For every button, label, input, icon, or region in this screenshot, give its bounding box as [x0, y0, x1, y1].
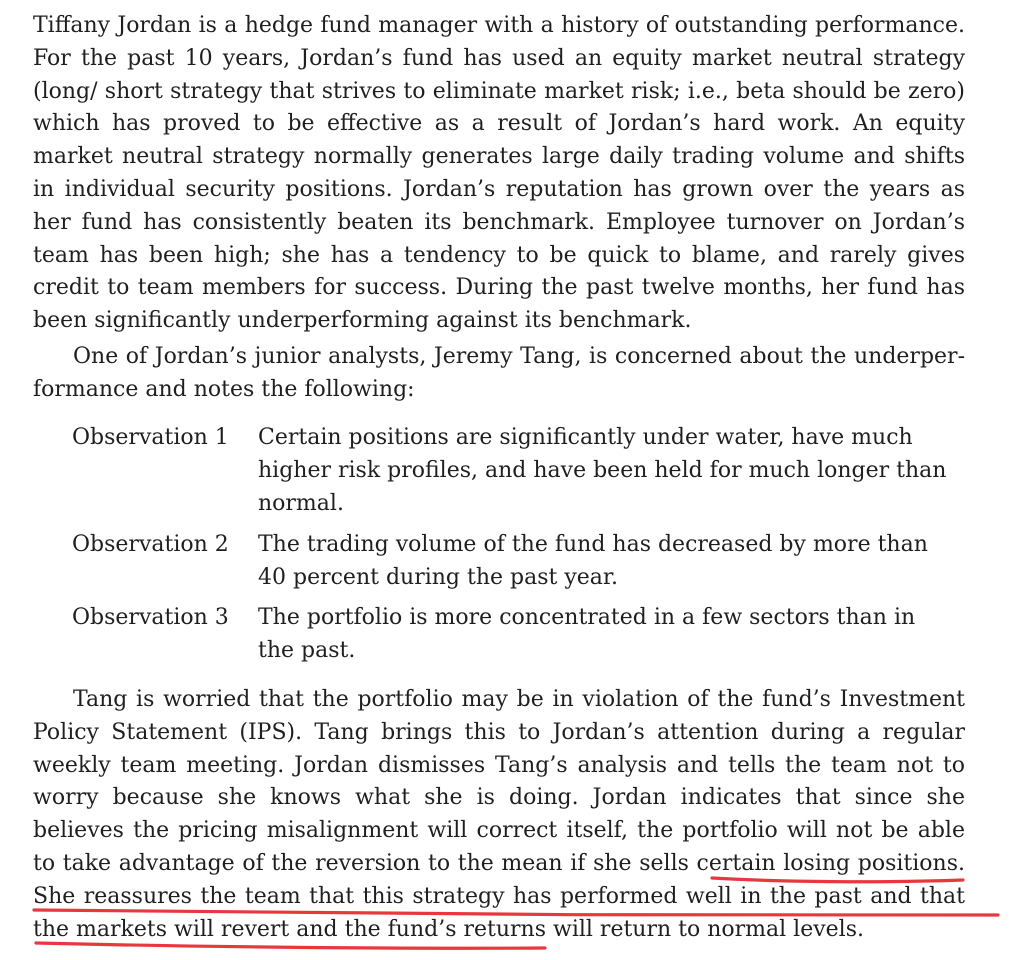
- observation-text: The trading volume of the fund has decreased by more than 40 percent during the past year.: [258, 532, 928, 590]
- observation-label: Observation 2: [72, 532, 229, 557]
- intro-paragraph: Tiffany Jordan is a hedge fund manager with a history of outstanding performance. For the past 10 years, Jordan’s fund has used an equity market neutral strategy (long/ short strategy that strives to eliminate market risk; i.e., beta should be zero) which has proved to be effective as a result of Jordan’s hard work. An equity market neutral strategy normally generates large daily trading volume and shifts in individual security positions. Jordan’s reputation has grown over the years as her fund has consistently beaten its benchmark. Employee turnover on Jordan’s team has been high; she has a tendency to be quick to blame, and rarely gives credit to team members for success. During the past twelve months, her fund has been significantly underperforming against its benchmark.: [33, 13, 965, 334]
- observation-label: Observation 3: [72, 605, 229, 630]
- observation-text: The portfolio is more concentrated in a few sectors than in the past.: [258, 605, 916, 663]
- analyst-paragraph: One of Jordan’s junior analysts, Jeremy Tang, is concerned about the underperformance and notes the following:: [33, 344, 965, 402]
- meeting-paragraph: Tang is worried that the portfolio may be in violation of the fund’s Investment Policy Statement (IPS). Tang brings this to Jordan’s attention during a regular weekly team meeting. Jordan dismisses Tang’s analysis and tells the team not to worry because she knows what she is doing. Jordan indicates that since she believes the pricing misalignment will correct itself, the portfolio will not be able to take advantage of the reversion to the mean if she sells certain losing positions. She reassures the team that this strategy has performed well in the past and that the markets will revert and the fund’s returns will return to normal levels.: [33, 687, 965, 942]
- observation-text: Certain positions are significantly under water, have much higher risk profiles, and have been held for much longer than normal.: [258, 425, 947, 516]
- observation-label: Observation 1: [72, 425, 229, 450]
